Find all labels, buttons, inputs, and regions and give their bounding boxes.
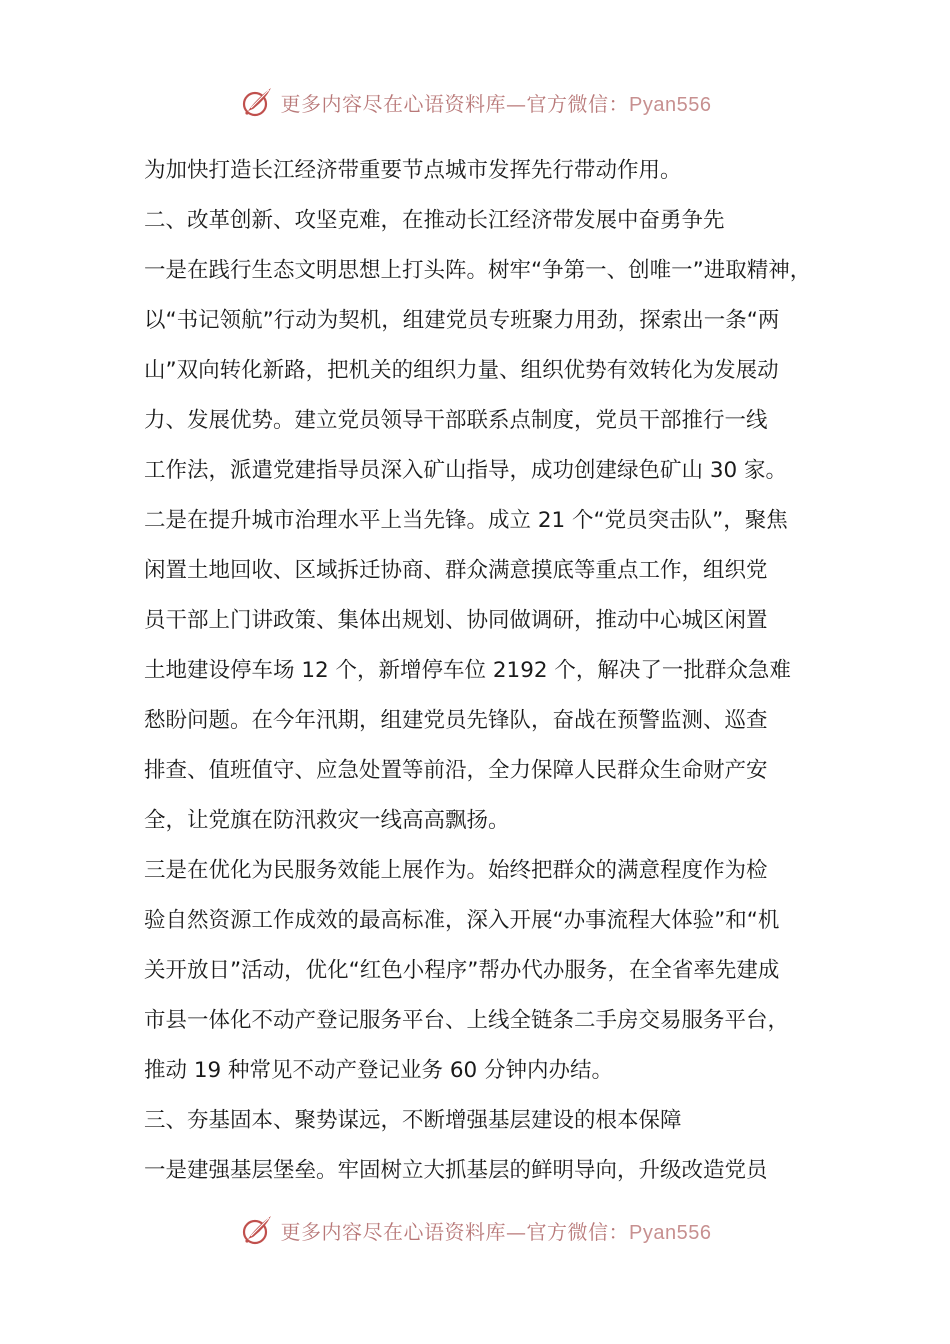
text-line: 工作法，派遣党建指导员深入矿山指导，成功创建绿色矿山 30 家。	[144, 458, 788, 483]
text-line: 闲置土地回收、区域拆迁协商、群众满意摸底等重点工作，组织党	[144, 558, 768, 583]
text-line: 二是在提升城市治理水平上当先锋。成立 21 个“党员突击队”，聚焦	[144, 508, 788, 533]
footer-wechat-id: Pyan556	[629, 1221, 712, 1244]
text-line: 愁盼问题。在今年汛期，组建党员先锋队，奋战在预警监测、巡查	[144, 708, 768, 733]
footer-banner	[0, 1208, 950, 1252]
text-line: 一是建强基层堡垒。牢固树立大抓基层的鲜明导向，升级改造党员	[144, 1158, 768, 1183]
text-line: 排查、值班值守、应急处置等前沿，全力保障人民群众生命财产安	[144, 758, 768, 783]
text-line: 全，让党旗在防汛救灾一线高高飘扬。	[144, 808, 510, 833]
text-line: 关开放日”活动，优化“红色小程序”帮办代办服务，在全省率先建成	[144, 958, 780, 983]
quill-pen-logo-icon	[239, 84, 275, 120]
document-body	[144, 146, 820, 1196]
section-heading: 三、夯基固本、聚势谋远，不断增强基层建设的根本保障	[144, 1108, 682, 1133]
text-line: 员干部上门讲政策、集体出规划、协同做调研，推动中心城区闲置	[144, 608, 768, 633]
text-line: 三是在优化为民服务效能上展作为。始终把群众的满意程度作为检	[144, 858, 768, 883]
text-line: 土地建设停车场 12 个，新增停车位 2192 个，解决了一批群众急难	[144, 658, 791, 683]
text-line: 力、发展优势。建立党员领导干部联系点制度，党员干部推行一线	[144, 408, 768, 433]
text-line: 以“书记领航”行动为契机，组建党员专班聚力用劲，探索出一条“两	[144, 308, 780, 333]
section-heading: 二、改革创新、攻坚克难，在推动长江经济带发展中奋勇争先	[144, 208, 725, 233]
text-line: 为加快打造长江经济带重要节点城市发挥先行带动作用。	[144, 158, 682, 183]
header-wechat-id: Pyan556	[629, 93, 712, 116]
header-banner	[0, 80, 950, 124]
text-line: 推动 19 种常见不动产登记业务 60 分钟内办结。	[144, 1058, 614, 1083]
text-line: 验自然资源工作成效的最高标准，深入开展“办事流程大体验”和“机	[144, 908, 780, 933]
text-line: 山”双向转化新路，把机关的组织力量、组织优势有效转化为发展动	[144, 358, 779, 383]
header-banner-text: 更多内容尽在心语资料库—官方微信：Pyan556	[280, 91, 712, 116]
quill-pen-logo-icon	[239, 1212, 275, 1248]
footer-banner-text: 更多内容尽在心语资料库—官方微信：Pyan556	[280, 1219, 712, 1244]
text-line: 市县一体化不动产登记服务平台、上线全链条二手房交易服务平台，	[144, 1008, 790, 1033]
text-line: 一是在践行生态文明思想上打头阵。树牢“争第一、创唯一”进取精神，	[144, 258, 812, 283]
